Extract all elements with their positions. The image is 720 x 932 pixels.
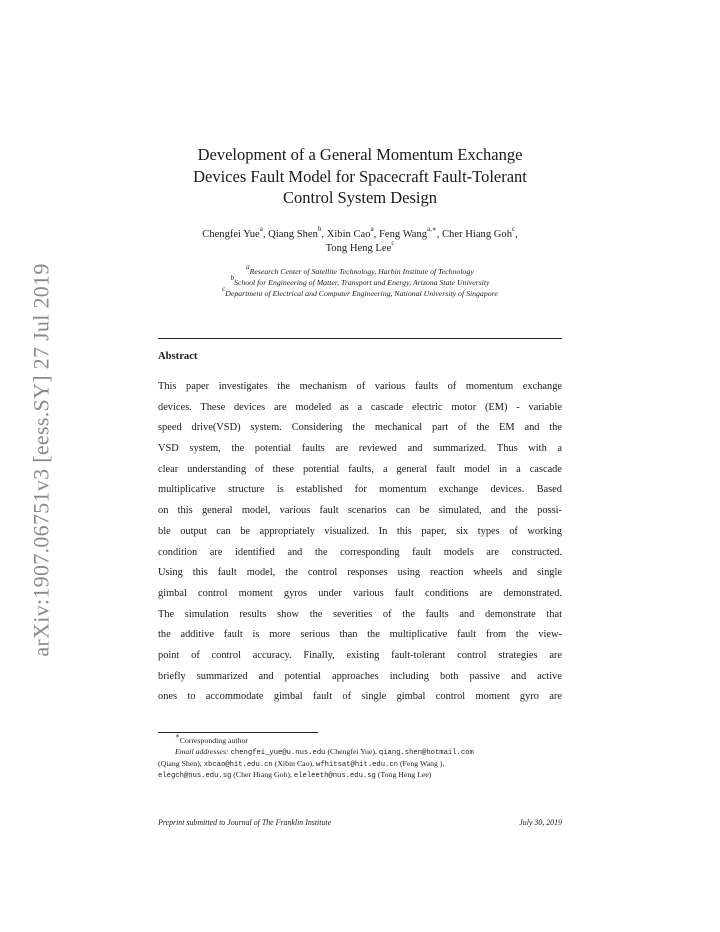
- affiliation-text: Research Center of Satellite Technology, Harbin Institute of Technology: [249, 267, 474, 276]
- abstract-line: speed drive(VSD) system. Considering the mechanical part of the EM and the: [158, 422, 562, 434]
- author-affiliation-mark: a: [370, 225, 374, 234]
- abstract-body: [158, 377, 562, 708]
- preprint-footer: [158, 818, 562, 827]
- arxiv-identifier: [22, 250, 62, 670]
- abstract-line: the additive fault is more serious than the multiplicative fault from the view-: [158, 629, 562, 641]
- abstract-line: condition are identified and the corresponding fault models are constructed.: [158, 546, 562, 558]
- author-affiliation-mark: c: [391, 239, 395, 248]
- email-link[interactable]: chengfei_yue@u.nus.edu: [230, 748, 326, 757]
- author-name: Chengfei Yue: [202, 229, 260, 240]
- author-name: Feng Wang: [378, 229, 428, 240]
- abstract-line: This paper investigates the mechanism of various faults of momentum exchange: [158, 381, 562, 392]
- email-link[interactable]: xbcao@hit.edu.cn: [203, 760, 273, 769]
- author-separator: ,: [373, 229, 379, 240]
- author-separator: ,: [262, 229, 269, 240]
- footnote-mark: ∗: [175, 732, 180, 741]
- abstract-line: multiplicative structure is established for momentum exchange devices. Based: [158, 484, 562, 496]
- arxiv-identifier-text: arXiv:1907.06751v3 [eess.SY] 27 Jul 2019: [29, 263, 54, 657]
- email-link[interactable]: wfhitsat@hit.edu.cn: [316, 760, 398, 769]
- corresponding-author-note: [158, 732, 562, 747]
- author-list: [140, 225, 580, 256]
- author-separator: ,: [321, 229, 327, 240]
- abstract-heading: Abstract: [158, 351, 198, 362]
- affiliation: [130, 263, 590, 277]
- title-line: Devices Fault Model for Spacecraft Fault-Tolerant: [193, 166, 527, 186]
- affiliation-mark: c: [222, 285, 226, 294]
- affiliation-text: School for Engineering of Matter, Transport and Energy, Arizona State University: [233, 278, 490, 287]
- author-name: Xibin Cao: [326, 229, 371, 240]
- email-owner: (Xibin Cao),: [274, 758, 315, 768]
- abstract-line: devices. These devices are modeled as a cascade electric motor (EM) - variable: [158, 401, 562, 413]
- author-affiliation-mark: b: [317, 225, 322, 234]
- email-owner: (Chengfei Yue),: [327, 746, 377, 756]
- preprint-date: July 30, 2019: [519, 818, 562, 827]
- abstract-line: on this general model, various fault scenarios can be simulated, and the possi-: [158, 505, 562, 517]
- footnote-rule: [158, 732, 318, 733]
- author-separator: ,: [515, 229, 518, 240]
- email-owner: (Feng Wang ),: [399, 758, 445, 768]
- email-owner: (Qiang Shen),: [158, 758, 202, 768]
- affiliation: [130, 285, 590, 299]
- author-name: Qiang Shen: [268, 229, 318, 240]
- affiliation-mark: b: [230, 274, 234, 283]
- abstract-top-rule: [158, 338, 562, 339]
- email-label: Email addresses:: [175, 746, 229, 756]
- author-line-2: [140, 239, 580, 256]
- email-link[interactable]: qiang.shen@hotmail.com: [378, 748, 474, 757]
- author-name: Cher Hiang Goh: [441, 229, 513, 240]
- email-line-1: [158, 747, 562, 759]
- email-line-3: [158, 770, 562, 782]
- title-line: Development of a General Momentum Exchange: [197, 145, 523, 164]
- abstract-line: The simulation results show the severities of the faults and demonstrate that: [158, 608, 562, 620]
- author-affiliation-mark: a,∗: [427, 225, 437, 234]
- affiliation: [130, 274, 590, 288]
- abstract-line: VSD system, the potential faults are reviewed and summarized. Thus with a: [158, 443, 562, 455]
- abstract-line: ones to accommodate gimbal fault of single gimbal control moment gyro are: [158, 691, 562, 703]
- preprint-journal-note: Preprint submitted to Journal of The Franklin Institute: [158, 818, 332, 827]
- email-owner: (Tong Heng Lee): [377, 770, 432, 780]
- author-separator: ,: [436, 229, 442, 240]
- author-name: Tong Heng Lee: [325, 243, 392, 254]
- paper-title: [150, 144, 570, 209]
- abstract-line: Using this fault model, the control responses using reaction wheels and single: [158, 567, 562, 579]
- abstract-line: gimbal control moment gyros under various fault conditions are demonstrated.: [158, 587, 562, 599]
- abstract-line: point of control accuracy. Finally, existing fault-tolerant control strategies are: [158, 649, 562, 661]
- author-affiliation-mark: a: [259, 225, 263, 234]
- corresponding-author-text: Corresponding author: [179, 736, 248, 745]
- affiliation-mark: a: [246, 263, 250, 272]
- footnote: [158, 732, 562, 782]
- affiliation-text: Department of Electrical and Computer Engineering, National University of Singapore: [225, 289, 498, 298]
- author-affiliation-mark: c: [512, 225, 516, 234]
- email-line-2: [158, 759, 562, 771]
- email-link[interactable]: elegch@nus.edu.sg: [158, 772, 232, 781]
- abstract-line: clear understanding of these potential faults, a general fault model in a cascade: [158, 463, 562, 475]
- abstract-line: briefly summarized and potential approaches including both passive and active: [158, 670, 562, 682]
- email-owner: (Cher Hiang Goh),: [233, 770, 292, 780]
- affiliations: [130, 263, 590, 299]
- abstract-line: ble output can be appropriately visualized. In this paper, six types of working: [158, 525, 562, 537]
- email-link[interactable]: eleleeth@nus.edu.sg: [293, 772, 376, 781]
- author-line-1: [140, 225, 580, 242]
- title-line: Control System Design: [282, 188, 437, 207]
